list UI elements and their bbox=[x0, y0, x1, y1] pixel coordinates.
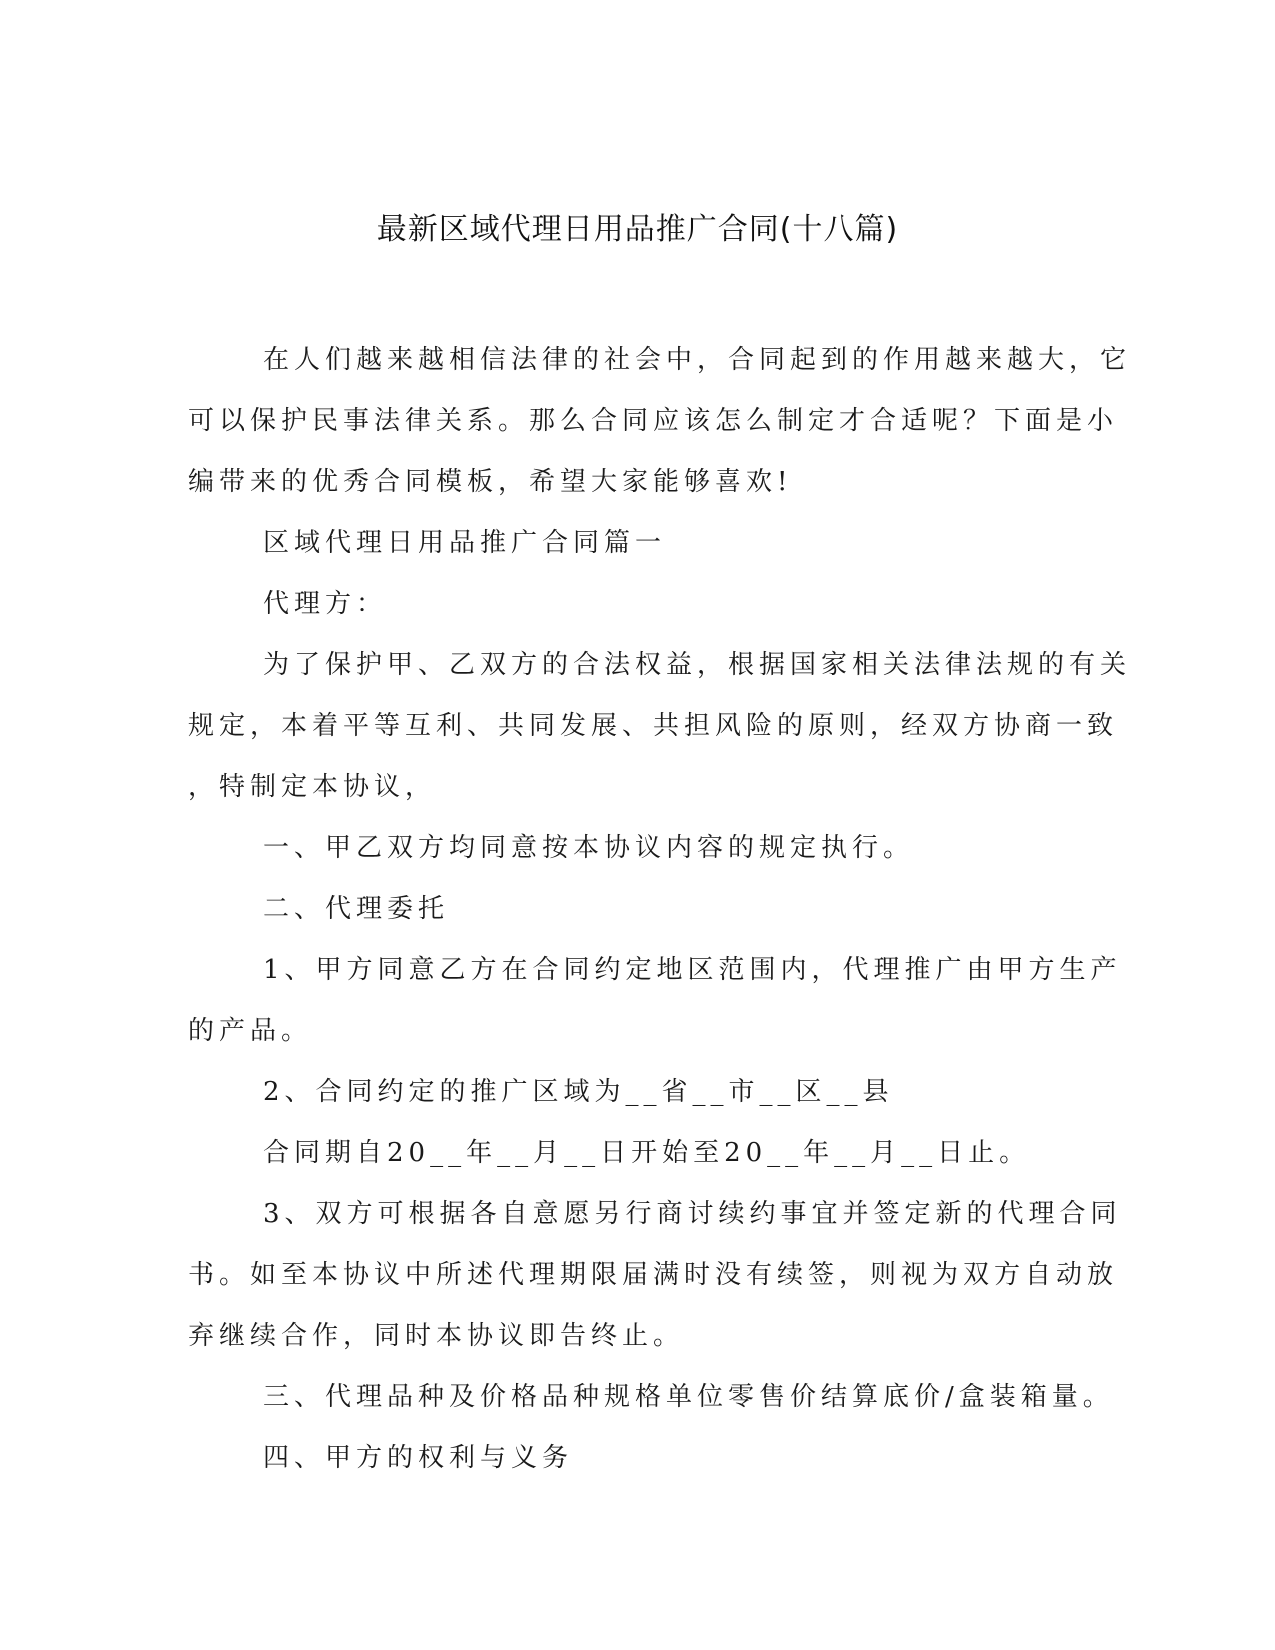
paragraph-line: 2、合同约定的推广区域为__省__市__区__县 bbox=[263, 1077, 894, 1107]
paragraph-line: 书。如至本协议中所述代理期限届满时没有续签，则视为双方自动放 bbox=[188, 1260, 1119, 1290]
paragraph-line: 合同期自20__年__月__日开始至20__年__月__日止。 bbox=[263, 1138, 1031, 1168]
paragraph-line: 一、甲乙双方均同意按本协议内容的规定执行。 bbox=[263, 833, 915, 863]
paragraph-line: 可以保护民事法律关系。那么合同应该怎么制定才合适呢？下面是小 bbox=[188, 406, 1119, 436]
paragraph-line: 1、甲方同意乙方在合同约定地区范围内，代理推广由甲方生产 bbox=[263, 955, 1122, 985]
paragraph-line: 弃继续合作，同时本协议即告终止。 bbox=[188, 1321, 685, 1351]
paragraph-line: 区域代理日用品推广合同篇一 bbox=[263, 528, 667, 558]
paragraph-line: 编带来的优秀合同模板，希望大家能够喜欢! bbox=[188, 467, 793, 497]
paragraph-line: 代理方： bbox=[263, 589, 388, 619]
paragraph-line: ，特制定本协议， bbox=[188, 772, 437, 802]
paragraph-line: 3、双方可根据各自意愿另行商讨续约事宜并签定新的代理合同 bbox=[263, 1199, 1122, 1229]
document-body bbox=[188, 330, 1132, 1489]
paragraph-line: 二、代理委托 bbox=[263, 894, 450, 924]
paragraph-line: 为了保护甲、乙双方的合法权益，根据国家相关法律法规的有关 bbox=[263, 650, 1132, 680]
paragraph-line: 三、代理品种及价格品种规格单位零售价结算底价/盒装箱量。 bbox=[263, 1382, 1114, 1412]
paragraph-line: 的产品。 bbox=[188, 1016, 313, 1046]
paragraph-line: 规定，本着平等互利、共同发展、共担风险的原则，经双方协商一致 bbox=[188, 711, 1119, 741]
paragraph-line: 在人们越来越相信法律的社会中，合同起到的作用越来越大，它 bbox=[263, 345, 1132, 375]
paragraph-line: 四、甲方的权利与义务 bbox=[263, 1443, 574, 1473]
document-title: 最新区域代理日用品推广合同(十八篇) bbox=[376, 212, 899, 247]
